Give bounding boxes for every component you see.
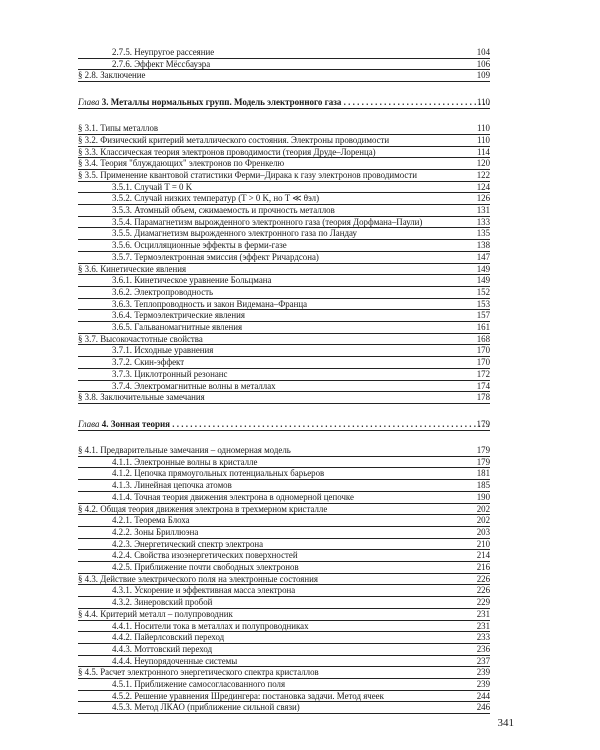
toc-entry-title: § 3.1. Типы металлов [78, 123, 159, 134]
toc-subsection-entry [78, 632, 490, 644]
toc-page-number: 106 [476, 58, 490, 69]
toc-page-number: 149 [476, 275, 490, 286]
toc-subsection-entry [78, 345, 490, 357]
toc-entry-title: 3.5.3. Атомный объем, сжимаемость и прочность металлов [112, 205, 335, 216]
toc-entry-title: § 3.5. Применение квантовой статистики Ферми–Дирака к газу электронов проводимости [78, 169, 417, 180]
toc-page-number: 170 [476, 357, 490, 368]
toc-entry-title: 4.2.3. Энергетический спектр электрона [112, 538, 264, 549]
toc-page-number: 179 [476, 444, 490, 455]
toc-section-entry [78, 445, 490, 457]
toc-page-number: 202 [476, 515, 490, 526]
toc-page-number: 174 [476, 380, 490, 391]
toc-entry-title: 4.3.2. Зинеровский пробой [112, 597, 213, 608]
toc-entry-title: 2.7.5. Неупругое рассеяние [112, 47, 215, 57]
toc-entry-title: § 4.1. Предварительные замечания – одномерная модель [78, 444, 291, 455]
toc-entry-title: 4.1.4. Точная теория движения электрона в одномерной цепочке [112, 491, 354, 502]
toc-page-number: 104 [476, 47, 490, 57]
toc-subsection-entry [78, 539, 490, 551]
chapter-prefix: Глава [78, 418, 100, 429]
toc-page-number: 114 [477, 146, 490, 157]
toc-page-number: 124 [476, 181, 490, 192]
toc-page-number: 172 [476, 368, 490, 379]
toc-entry-title: 4.3.1. Ускорение и эффективная масса электрона [112, 585, 296, 596]
toc-page-number: 226 [476, 585, 490, 596]
toc-page-number: 147 [476, 251, 490, 262]
toc-section-entry [78, 70, 490, 82]
toc-page-number: 239 [476, 679, 490, 690]
toc-subsection-entry [78, 527, 490, 539]
toc-subsection-entry [78, 217, 490, 229]
toc-entry-title: 4.2.2. Зоны Бриллюэна [112, 526, 199, 537]
toc-entry-title: § 4.4. Критерий металл – полупроводник [78, 608, 233, 619]
toc-page-number: 244 [476, 690, 490, 701]
toc-entry-title: 3.5.4. Парамагнетизм вырожденного электронного газа (теория Дорфмана–Паули) [112, 216, 423, 227]
toc-section-entry [78, 574, 490, 586]
toc-page-number: 178 [476, 392, 490, 403]
toc-subsection-entry [78, 369, 490, 381]
toc-entry-title: § 4.5. Расчет электронного энергетического спектра кристаллов [78, 667, 319, 678]
toc-page-number: 138 [476, 240, 490, 251]
toc-section-entry [78, 147, 490, 159]
toc-subsection-entry [78, 193, 490, 205]
toc-section-entry [78, 170, 490, 182]
toc-entry-title: § 3.4. Теория "блуждающих" электронов по Френкелю [78, 158, 285, 169]
toc-page-number: 229 [476, 597, 490, 608]
toc-entry-title: 3.6.1. Кинетическое уравнение Больцмана [112, 275, 272, 286]
toc-section-entry [78, 264, 490, 276]
toc-section-entry [78, 135, 490, 147]
toc-subsection-entry [78, 275, 490, 287]
toc-page-number: 149 [476, 263, 490, 274]
toc-entry-title: § 4.3. Действие электрического поля на электронные состояния [78, 573, 318, 584]
toc-entry-title: 4.2.4. Свойства изоэнергетических поверхностей [112, 550, 298, 561]
toc-entry-title: § 3.6. Кинетические явления [78, 263, 187, 274]
toc-entry-title: 3.5.7. Термоэлектронная эмиссия (эффект Ричардсона) [112, 251, 319, 262]
toc-section-entry [78, 123, 490, 135]
toc-entry-title: § 4.2. Общая теория движения электрона в трехмерном кристалле [78, 503, 328, 514]
toc-page-number: 202 [476, 503, 490, 514]
toc-page-number: 239 [476, 667, 490, 678]
toc-section-entry [78, 334, 490, 346]
toc-subsection-entry [78, 492, 490, 504]
section-gap [78, 404, 490, 418]
toc-entry-title: § 3.2. Физический критерий металлического состояния. Электроны проводимости [78, 134, 390, 145]
toc-entry-title: 3.7.2. Скин-эффект [112, 357, 185, 368]
chapter-title: 3. Металлы нормальных групп. Модель электронного газа . . . [102, 97, 490, 107]
page-number: 341 [497, 717, 514, 729]
toc-subsection-entry [78, 644, 490, 656]
toc-page-number: 214 [476, 550, 490, 561]
toc-section-entry [78, 609, 490, 621]
chapter-title: 4. Зонная теория . . . [102, 419, 490, 429]
toc-page-number: 110 [477, 134, 490, 145]
toc-page-number: 237 [476, 655, 490, 666]
toc-entry-title: 3.7.3. Циклотронный резонанс [112, 368, 228, 379]
toc-section-entry [78, 504, 490, 516]
toc-page-number: 181 [476, 468, 490, 479]
toc-subsection-entry [78, 182, 490, 194]
toc-page-number: 233 [476, 632, 490, 643]
toc-page-number: 110 [477, 123, 490, 134]
toc-entry-title [78, 96, 490, 108]
section-gap [78, 82, 490, 96]
toc-subsection-entry [78, 205, 490, 217]
toc-page-number: 231 [476, 608, 490, 619]
toc-entry-title: 3.6.2. Электропроводность [112, 286, 214, 297]
toc-section-entry [78, 667, 490, 679]
toc-section-entry [78, 158, 490, 170]
toc-subsection-entry [78, 621, 490, 633]
toc-entry-title: § 3.7. Высокочастотные свойства [78, 333, 203, 344]
toc-page-number: 226 [476, 573, 490, 584]
toc-entry-title: 4.1.2. Цепочка прямоугольных потенциальных барьеров [112, 468, 325, 479]
toc-subsection-entry [78, 287, 490, 299]
toc-subsection-entry [78, 47, 490, 59]
toc-page-number: 170 [476, 345, 490, 356]
section-gap [78, 109, 490, 123]
toc-page-number: 210 [476, 538, 490, 549]
toc-chapter-heading [78, 96, 490, 109]
toc-entry-title: 4.2.5. Приближение почти свободных электронов [112, 562, 299, 573]
toc-page-number: 152 [476, 286, 490, 297]
toc-page-number: 231 [476, 620, 490, 631]
toc-entry-title: 4.4.2. Пайерлсовский переход [112, 632, 225, 643]
toc-subsection-entry [78, 299, 490, 311]
table-of-contents [78, 47, 490, 714]
toc-page-number: 216 [476, 562, 490, 573]
toc-page-number: 109 [476, 70, 490, 81]
toc-page-number: 168 [476, 333, 490, 344]
toc-subsection-entry [78, 656, 490, 668]
toc-entry-title: 3.6.4. Термоэлектрические явления [112, 310, 245, 321]
toc-page-number: 185 [476, 480, 490, 491]
toc-page-number: 131 [476, 205, 490, 216]
toc-entry-title: 3.5.1. Случай T = 0 K [112, 181, 193, 192]
toc-page-number: 153 [476, 298, 490, 309]
toc-entry-title: 3.7.1. Исходные уравнения [112, 345, 214, 356]
toc-entry-title: 4.2.1. Теорема Блоха [112, 515, 190, 526]
toc-page-number: 203 [476, 526, 490, 537]
toc-page-number: 133 [476, 216, 490, 227]
toc-page-number: 135 [476, 228, 490, 239]
chapter-prefix: Глава [78, 97, 100, 108]
toc-page-number: 161 [476, 322, 490, 333]
toc-entry-title: 3.6.5. Гальваномагнитные явления [112, 322, 243, 333]
toc-entry-title: 4.5.3. Метод ЛКАО (приближение сильной связи) [112, 702, 300, 713]
toc-entry-title: § 2.8. Заключение [78, 70, 146, 81]
toc-page-number: 122 [476, 169, 490, 180]
toc-subsection-entry [78, 310, 490, 322]
toc-chapter-heading [78, 418, 490, 431]
toc-entry-title: 3.6.3. Теплопроводность и закон Видемана–Франца [112, 298, 308, 309]
toc-page-number: 110 [476, 97, 490, 108]
toc-entry-title: 4.4.4. Неупорядоченные системы [112, 655, 238, 666]
toc-entry-title: 4.4.1. Носители тока в металлах и полупроводниках [112, 620, 309, 631]
toc-page-number: 179 [476, 418, 490, 429]
toc-page-number: 126 [476, 193, 490, 204]
toc-subsection-entry [78, 228, 490, 240]
toc-subsection-entry [78, 59, 490, 71]
toc-page-number: 179 [476, 456, 490, 467]
toc-entry-title: 4.5.1. Приближение самосогласованного поля [112, 679, 286, 690]
toc-page-number: 190 [476, 491, 490, 502]
toc-entry-title: 3.5.6. Осцилляционные эффекты в ферми-газе [112, 240, 287, 251]
toc-entry-title: 4.1.3. Линейная цепочка атомов [112, 480, 232, 491]
toc-section-entry [78, 392, 490, 404]
toc-entry-title [78, 418, 490, 430]
toc-subsection-entry [78, 468, 490, 480]
toc-subsection-entry [78, 702, 490, 714]
toc-subsection-entry [78, 357, 490, 369]
toc-entry-title: § 3.8. Заключительные замечания [78, 392, 205, 403]
toc-subsection-entry [78, 381, 490, 393]
toc-entry-title: 3.5.5. Диамагнетизм вырожденного электронного газа по Ландау [112, 228, 357, 239]
toc-entry-title: 4.4.3. Моттовский переход [112, 643, 213, 654]
toc-page-number: 246 [476, 702, 490, 713]
toc-subsection-entry [78, 457, 490, 469]
toc-page-number: 120 [476, 158, 490, 169]
toc-entry-title: 3.7.4. Электромагнитные волны в металлах [112, 380, 276, 391]
section-gap [78, 431, 490, 445]
toc-page-number: 236 [476, 643, 490, 654]
toc-subsection-entry [78, 562, 490, 574]
toc-subsection-entry [78, 322, 490, 334]
toc-entry-title: 2.7.6. Эффект Мёссбауэра [112, 58, 211, 69]
toc-subsection-entry [78, 252, 490, 264]
toc-subsection-entry [78, 480, 490, 492]
toc-subsection-entry [78, 585, 490, 597]
toc-subsection-entry [78, 691, 490, 703]
toc-subsection-entry [78, 550, 490, 562]
toc-entry-title: 4.5.2. Решение уравнения Шредингера: постановка задачи. Метод ячеек [112, 690, 384, 701]
toc-entry-title: 4.1.1. Электронные волны в кристалле [112, 456, 258, 467]
toc-entry-title: § 3.3. Классическая теория электронов проводимости (теория Друде–Лоренца) [78, 146, 376, 157]
toc-entry-title: 3.5.2. Случай низких температур (T > 0 K, но T ≪ θэл) [112, 193, 320, 204]
toc-page-number: 157 [476, 310, 490, 321]
toc-subsection-entry [78, 679, 490, 691]
toc-subsection-entry [78, 515, 490, 527]
toc-subsection-entry [78, 240, 490, 252]
toc-subsection-entry [78, 597, 490, 609]
